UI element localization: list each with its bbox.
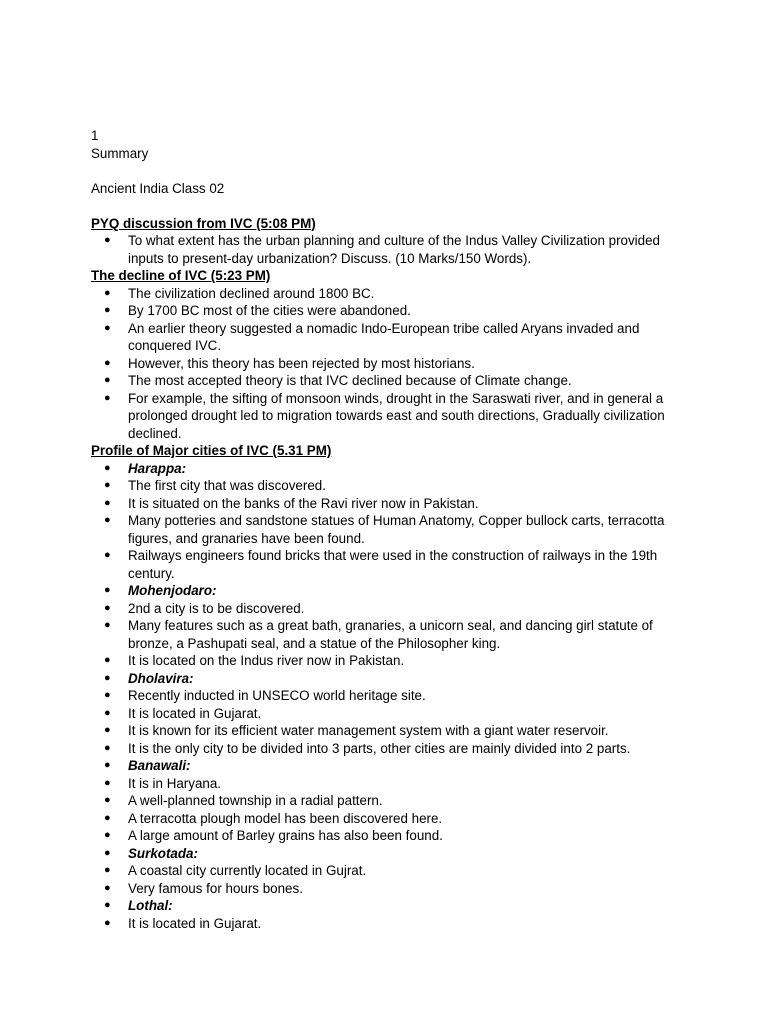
bullet-icon: ● xyxy=(104,706,111,719)
list-item xyxy=(91,722,691,740)
bullet-icon: ● xyxy=(104,654,111,666)
city-subheading xyxy=(91,897,691,915)
list-item xyxy=(91,810,691,828)
bullet-icon: ● xyxy=(104,846,111,859)
list-item xyxy=(91,862,691,880)
list-item xyxy=(91,355,691,373)
city-subheading xyxy=(91,757,691,775)
pyq-list xyxy=(91,232,691,267)
list-item xyxy=(91,915,691,933)
bullet-icon: ● xyxy=(104,514,111,526)
bullet-icon: ● xyxy=(104,549,111,561)
bullet-icon: ● xyxy=(104,741,111,754)
list-item-text: Dholavira: xyxy=(128,670,194,686)
summary-label: Summary xyxy=(91,145,149,161)
list-item xyxy=(91,687,691,705)
list-item xyxy=(91,232,691,267)
bullet-icon: ● xyxy=(104,689,111,701)
bullet-icon: ● xyxy=(104,374,111,386)
list-item-text: Railways engineers found bricks that were used in the construction of railways in the 19th century. xyxy=(128,548,658,581)
bullet-icon: ● xyxy=(104,881,111,894)
section-heading-profile: Profile of Major cities of IVC (5.31 PM) xyxy=(91,443,332,458)
document-page xyxy=(91,127,691,932)
section-heading-pyq: PYQ discussion from IVC (5:08 PM) xyxy=(91,215,316,231)
city-subheading xyxy=(91,582,691,600)
bullet-icon: ● xyxy=(104,304,111,316)
bullet-icon: ● xyxy=(104,759,111,771)
bullet-icon: ● xyxy=(104,496,111,509)
list-item-text: By 1700 BC most of the cities were abandoned. xyxy=(128,303,411,318)
list-item-text: The civilization declined around 1800 BC. xyxy=(128,285,375,301)
bullet-icon: ● xyxy=(104,356,111,369)
list-item-text: It is the only city to be divided into 3 parts, other cities are mainly divided into 2 parts. xyxy=(128,740,631,756)
list-item-text: Mohenjodaro: xyxy=(128,583,217,598)
list-item-text: It is located in Gujarat. xyxy=(128,915,262,931)
bullet-icon: ● xyxy=(104,619,111,631)
list-item-text: Lothal: xyxy=(128,898,173,913)
list-item xyxy=(91,285,691,303)
list-item-text: It is located in Gujarat. xyxy=(128,705,262,721)
list-item-text: A coastal city currently located in Gujrat. xyxy=(128,863,367,878)
bullet-icon: ● xyxy=(104,321,111,334)
list-item-text: It is in Haryana. xyxy=(128,775,222,791)
list-item-text: The first city that was discovered. xyxy=(128,478,326,493)
section-heading-decline: The decline of IVC (5:23 PM) xyxy=(91,268,271,283)
list-item-text: A large amount of Barley grains has also been found. xyxy=(128,828,443,843)
bullet-icon: ● xyxy=(104,811,111,824)
list-item-text: 2nd a city is to be discovered. xyxy=(128,600,305,616)
list-item-text: It is situated on the banks of the Ravi river now in Pakistan. xyxy=(128,495,479,511)
list-item-text: Many features such as a great bath, granaries, a unicorn seal, and dancing girl statute of bronze, a Pashupati seal, and a statue of the Philosopher king. xyxy=(128,618,653,651)
bullet-icon: ● xyxy=(104,479,111,491)
list-item xyxy=(91,320,691,355)
list-item xyxy=(91,477,691,495)
page-number: 1 xyxy=(91,128,99,143)
list-item-text: It is located on the Indus river now in Pakistan. xyxy=(128,653,405,668)
bullet-icon: ● xyxy=(104,671,111,684)
list-item xyxy=(91,600,691,618)
list-item xyxy=(91,827,691,845)
list-item-text: Very famous for hours bones. xyxy=(128,880,303,896)
bullet-icon: ● xyxy=(104,776,111,789)
list-item-text: Banawali: xyxy=(128,758,191,773)
bullet-icon: ● xyxy=(104,391,111,404)
bullet-icon: ● xyxy=(104,794,111,806)
list-item xyxy=(91,372,691,390)
list-item-text: To what extent has the urban planning and culture of the Indus Valley Civilization provided inputs to present-day urbanization? Discuss. (10 Marks/150 Words). xyxy=(128,233,660,266)
list-item-text: However, this theory has been rejected by most historians. xyxy=(128,355,475,371)
list-item xyxy=(91,390,691,443)
bullet-icon: ● xyxy=(104,916,111,929)
list-item-text: An earlier theory suggested a nomadic Indo-European tribe called Aryans invaded and conquered IVC. xyxy=(128,320,640,353)
list-item xyxy=(91,792,691,810)
bullet-icon: ● xyxy=(104,286,111,299)
list-item-text: Many potteries and sandstone statues of Human Anatomy, Copper bullock carts, terracotta figures, and granaries have been found. xyxy=(128,513,665,546)
city-subheading xyxy=(91,460,691,478)
list-item xyxy=(91,495,691,513)
list-item xyxy=(91,652,691,670)
bullet-icon: ● xyxy=(104,864,111,876)
bullet-icon: ● xyxy=(104,899,111,911)
blank-line xyxy=(91,162,691,180)
class-title: Ancient India Class 02 xyxy=(91,180,225,196)
list-item xyxy=(91,547,691,582)
list-item-text: A terracotta plough model has been discovered here. xyxy=(128,810,443,826)
bullet-icon: ● xyxy=(104,234,111,246)
list-item xyxy=(91,617,691,652)
bullet-icon: ● xyxy=(104,584,111,596)
list-item xyxy=(91,302,691,320)
bullet-icon: ● xyxy=(104,724,111,736)
list-item-text: Recently inducted in UNSECO world heritage site. xyxy=(128,688,426,703)
list-item-text: Harappa: xyxy=(128,460,187,476)
list-item xyxy=(91,775,691,793)
bullet-icon: ● xyxy=(104,601,111,614)
list-item xyxy=(91,512,691,547)
bullet-icon: ● xyxy=(104,829,111,841)
bullet-icon: ● xyxy=(104,461,111,474)
list-item xyxy=(91,880,691,898)
city-subheading xyxy=(91,670,691,688)
list-item-text: It is known for its efficient water management system with a giant water reservoir. xyxy=(128,723,609,738)
city-subheading xyxy=(91,845,691,863)
list-item xyxy=(91,740,691,758)
profile-list xyxy=(91,460,691,933)
decline-list xyxy=(91,285,691,443)
list-item-text: The most accepted theory is that IVC declined because of Climate change. xyxy=(128,373,572,388)
list-item-text: For example, the sifting of monsoon winds, drought in the Saraswati river, and in general a prolonged drought led to migration towards east and south directions, Gradually civilization declined. xyxy=(128,390,665,441)
list-item xyxy=(91,705,691,723)
list-item-text: Surkotada: xyxy=(128,845,198,861)
blank-line xyxy=(91,197,691,215)
list-item-text: A well-planned township in a radial pattern. xyxy=(128,793,383,808)
